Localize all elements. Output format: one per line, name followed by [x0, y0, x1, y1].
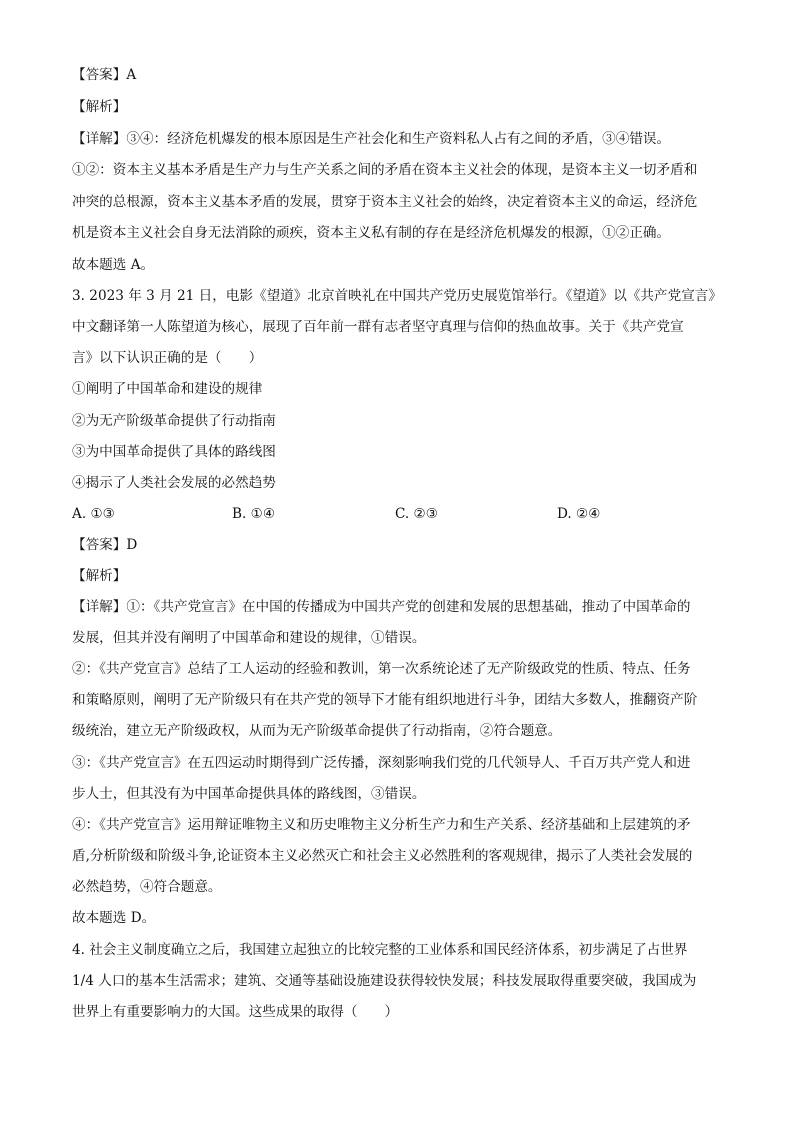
question-stem-line: 世界上有重要影响力的大国。这些成果的取得（ ） — [72, 1004, 399, 1020]
detail-line: 【详解】③④：经济危机爆发的根本原因是生产社会化和生产资料私人占有之间的矛盾，③④错误。 — [72, 131, 671, 147]
question-stem-line: 4. 社会主义制度确立之后，我国建立起独立的比较完整的工业体系和国民经济体系，初步满足了占世界 — [72, 942, 688, 958]
detail-line: 发展，但其并没有阐明了中国革命和建设的规律，①错误。 — [72, 630, 426, 646]
statement-item: ②为无产阶级革命提供了行动指南 — [72, 413, 276, 429]
analysis-label: 【解析】 — [72, 99, 127, 115]
conclusion-line: 故本题选 D。 — [72, 910, 156, 926]
question-stem-line: 1/4 人口的基本生活需求；建筑、交通等基础设施建设获得较快发展；科技发展取得重要突破，我国成为 — [72, 973, 697, 989]
option-b: B. ①④ — [232, 506, 276, 522]
detail-line: ④：《共产党宣言》运用辩证唯物主义和历史唯物主义分析生产力和生产关系、经济基础和上层建筑的矛 — [72, 817, 691, 833]
detail-line: 盾,分析阶级和阶级斗争,论证资本主义必然灭亡和社会主义必然胜利的客观规律，揭示了人类社会发展的 — [72, 848, 693, 864]
detail-line: ①②：资本主义基本矛盾是生产力与生产关系之间的矛盾在资本主义社会的体现，是资本主义一切矛盾和 — [72, 162, 698, 178]
detail-line: ②：《共产党宣言》总结了工人运动的经验和教训，第一次系统论述了无产阶级政党的性质、特点、任务 — [72, 661, 691, 677]
detail-line: 必然趋势，④符合题意。 — [72, 879, 222, 895]
statement-item: ④揭示了人类社会发展的必然趋势 — [72, 475, 276, 491]
analysis-label: 【解析】 — [72, 568, 127, 584]
answer-label: 【答案】D — [72, 537, 138, 553]
detail-line: 机是资本主义社会自身无法消除的顽疾，资本主义私有制的存在是经济危机爆发的根源，①②正确。 — [72, 225, 671, 241]
question-stem-line: 3. 2023 年 3 月 21 日，电影《望道》北京首映礼在中国共产党历史展览馆举行。《望道》以《共产党宣言》 — [72, 288, 722, 304]
conclusion-line: 故本题选 A。 — [72, 257, 155, 273]
question-stem-line: 中文翻译第一人陈望道为核心，展现了百年前一群有志者坚守真理与信仰的热血故事。关于《共产党宣 — [72, 319, 684, 335]
option-d: D. ②④ — [557, 506, 601, 522]
detail-line: 级统治，建立无产阶级政权，从而为无产阶级革命提供了行动指南，②符合题意。 — [72, 723, 562, 739]
statement-item: ③为中国革命提供了具体的路线图 — [72, 444, 276, 460]
answer-label: 【答案】A — [72, 67, 137, 83]
detail-line: 冲突的总根源，资本主义基本矛盾的发展，贯穿于资本主义社会的始终，决定着资本主义的命运，经济危 — [72, 194, 698, 210]
detail-line: ③：《共产党宣言》在五四运动时期得到广泛传播，深刻影响我们党的几代领导人、千百万共产党人和进 — [72, 755, 691, 771]
option-a: A. ①③ — [72, 506, 115, 522]
question-stem-line: 言》以下认识正确的是（ ） — [72, 350, 263, 366]
detail-line: 【详解】①：《共产党宣言》在中国的传播成为中国共产党的创建和发展的思想基础，推动了中国革命的 — [72, 599, 691, 615]
detail-line: 和策略原则，阐明了无产阶级只有在共产党的领导下才能有组织地进行斗争，团结大多数人，推翻资产阶 — [72, 692, 698, 708]
statement-item: ①阐明了中国革命和建设的规律 — [72, 381, 263, 397]
option-c: C. ②③ — [395, 506, 438, 522]
detail-line: 步人士，但其没有为中国革命提供具体的路线图，③错误。 — [72, 786, 426, 802]
